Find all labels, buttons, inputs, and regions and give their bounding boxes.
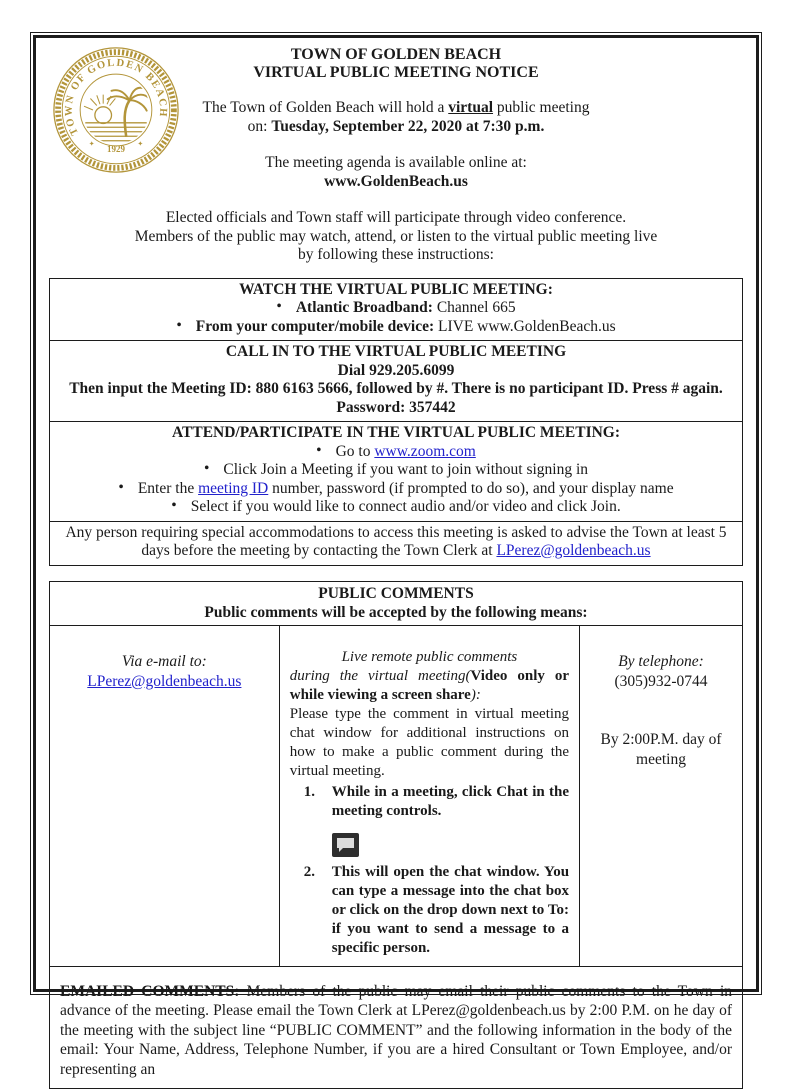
public-comments-title: PUBLIC COMMENTS <box>50 584 742 603</box>
remote-heading-line1: Live remote public comments <box>290 648 569 667</box>
document-content <box>36 38 756 989</box>
email-column-label: Via e-mail to: <box>50 652 279 672</box>
attend-heading: ATTEND/PARTICIPATE IN THE VIRTUAL PUBLIC MEETING: <box>60 424 732 443</box>
intro-line-1: The Town of Golden Beach will hold a virtual public meeting <box>42 99 750 118</box>
emailed-comments-label: EMAILED COMMENTS: <box>60 983 239 1000</box>
remote-step-1: 1. While in a meeting, click Chat in the meeting controls. <box>304 783 569 821</box>
seal-scene <box>83 88 150 141</box>
instructions-table <box>49 278 743 566</box>
call-in-instructions: Then input the Meeting ID: 880 6163 5666, followed by #. There is no participant ID. Press # again. Password: 357442 <box>60 380 732 417</box>
agenda-line: The meeting agenda is available online at: <box>42 154 750 173</box>
document-frame <box>30 32 762 995</box>
public-comments-table <box>49 581 743 1089</box>
emailed-comments-text: Members of the public may email their public comments to the Town in advance of the meeting. Please email the Town Clerk at LPerez@goldenbeach.us by 2:00 P.M. on he day of the meeting with the subject line “PUBLIC COMMENT” and the following information in the body of the email: Your Name, Address, Telephone Number, if you are a hired Consultant or Town Employee, and/or representing an <box>60 983 732 1078</box>
title-line-2: VIRTUAL PUBLIC MEETING NOTICE <box>42 64 750 82</box>
public-comments-subtitle: Public comments will be accepted by the following means: <box>50 603 742 622</box>
watch-heading: WATCH THE VIRTUAL PUBLIC MEETING: <box>60 281 732 300</box>
remote-heading-line2: during the virtual meeting(Video only or while viewing a screen share): <box>290 667 569 705</box>
participation-paragraph: Elected officials and Town staff will participate through video conference. Members of the public may watch, attend, or listen to the virtual public meeting live by following these instructions: <box>42 209 750 265</box>
public-comments-header <box>50 582 742 626</box>
attend-bullet-zoom: • Go to www.zoom.com <box>60 443 732 462</box>
call-in-dial: Dial 929.205.6099 <box>60 362 732 381</box>
emailed-comments-section <box>50 966 742 1089</box>
watch-bullet-atlantic: • Atlantic Broadband: Channel 665 <box>60 299 732 318</box>
phone-number: (305)932-0744 <box>580 672 742 692</box>
attend-bullet-enter-id: • Enter the meeting ID number, password (if prompted to do so), and your display name <box>60 480 732 499</box>
chat-bubble-icon <box>332 833 359 857</box>
bullet-icon: • <box>204 460 209 479</box>
email-comments-column <box>50 626 280 966</box>
meeting-id-link[interactable]: meeting ID <box>198 480 268 497</box>
clerk-email-link[interactable]: LPerez@goldenbeach.us <box>496 542 650 559</box>
meeting-datetime: Tuesday, September 22, 2020 at 7:30 p.m. <box>271 118 544 135</box>
bullet-icon: • <box>316 442 321 461</box>
accommodations-section: Any person requiring special accommodations to access this meeting is asked to advise the Town at least 5 days before the meeting by contacting the Town Clerk at LPerez@goldenbeach.us <box>50 521 742 565</box>
zoom-link[interactable]: www.zoom.com <box>374 443 475 460</box>
bullet-icon: • <box>118 479 123 498</box>
bullet-icon: • <box>171 497 176 516</box>
public-comments-columns <box>50 626 742 966</box>
watch-section <box>50 279 742 341</box>
seal-ring-text: TOWN OF GOLDEN BEACH <box>64 58 169 137</box>
call-in-section <box>50 340 742 421</box>
remote-comments-column <box>280 626 580 966</box>
email-column-link[interactable]: LPerez@goldenbeach.us <box>87 673 241 690</box>
town-seal-logo <box>52 46 180 174</box>
agenda-url: www.GoldenBeach.us <box>42 173 750 192</box>
remote-step-2: 2. This will open the chat window. You can type a message into the chat box or click on the drop down next to To: if you want to send a message to a specific person. <box>304 863 569 958</box>
attend-section <box>50 421 742 521</box>
seal-year: 1929 <box>107 144 125 154</box>
watch-bullet-device: • From your computer/mobile device: LIVE www.GoldenBeach.us <box>60 318 732 337</box>
call-in-heading: CALL IN TO THE VIRTUAL PUBLIC MEETING <box>60 343 732 362</box>
bullet-icon: • <box>176 317 181 336</box>
seal-star-left: ✦ <box>89 140 95 148</box>
seal-star-right: ✦ <box>137 140 143 148</box>
document-frame-inner <box>33 35 759 992</box>
telephone-comments-column <box>580 626 742 966</box>
remote-instructions-paragraph: Please type the comment in virtual meeting chat window for additional instructions on how to make a public comment during the virtual meeting. <box>290 705 569 781</box>
virtual-emphasis: virtual <box>448 99 493 116</box>
phone-deadline: By 2:00P.M. day of meeting <box>580 730 742 770</box>
intro-line-2: on: Tuesday, September 22, 2020 at 7:30 p.m. <box>42 118 750 137</box>
bullet-icon: • <box>276 298 281 317</box>
attend-bullet-audio-video: • Select if you would like to connect audio and/or video and click Join. <box>60 498 732 517</box>
title-line-1: TOWN OF GOLDEN BEACH <box>42 46 750 64</box>
phone-column-label: By telephone: <box>580 652 742 672</box>
attend-bullet-join: • Click Join a Meeting if you want to join without signing in <box>60 461 732 480</box>
